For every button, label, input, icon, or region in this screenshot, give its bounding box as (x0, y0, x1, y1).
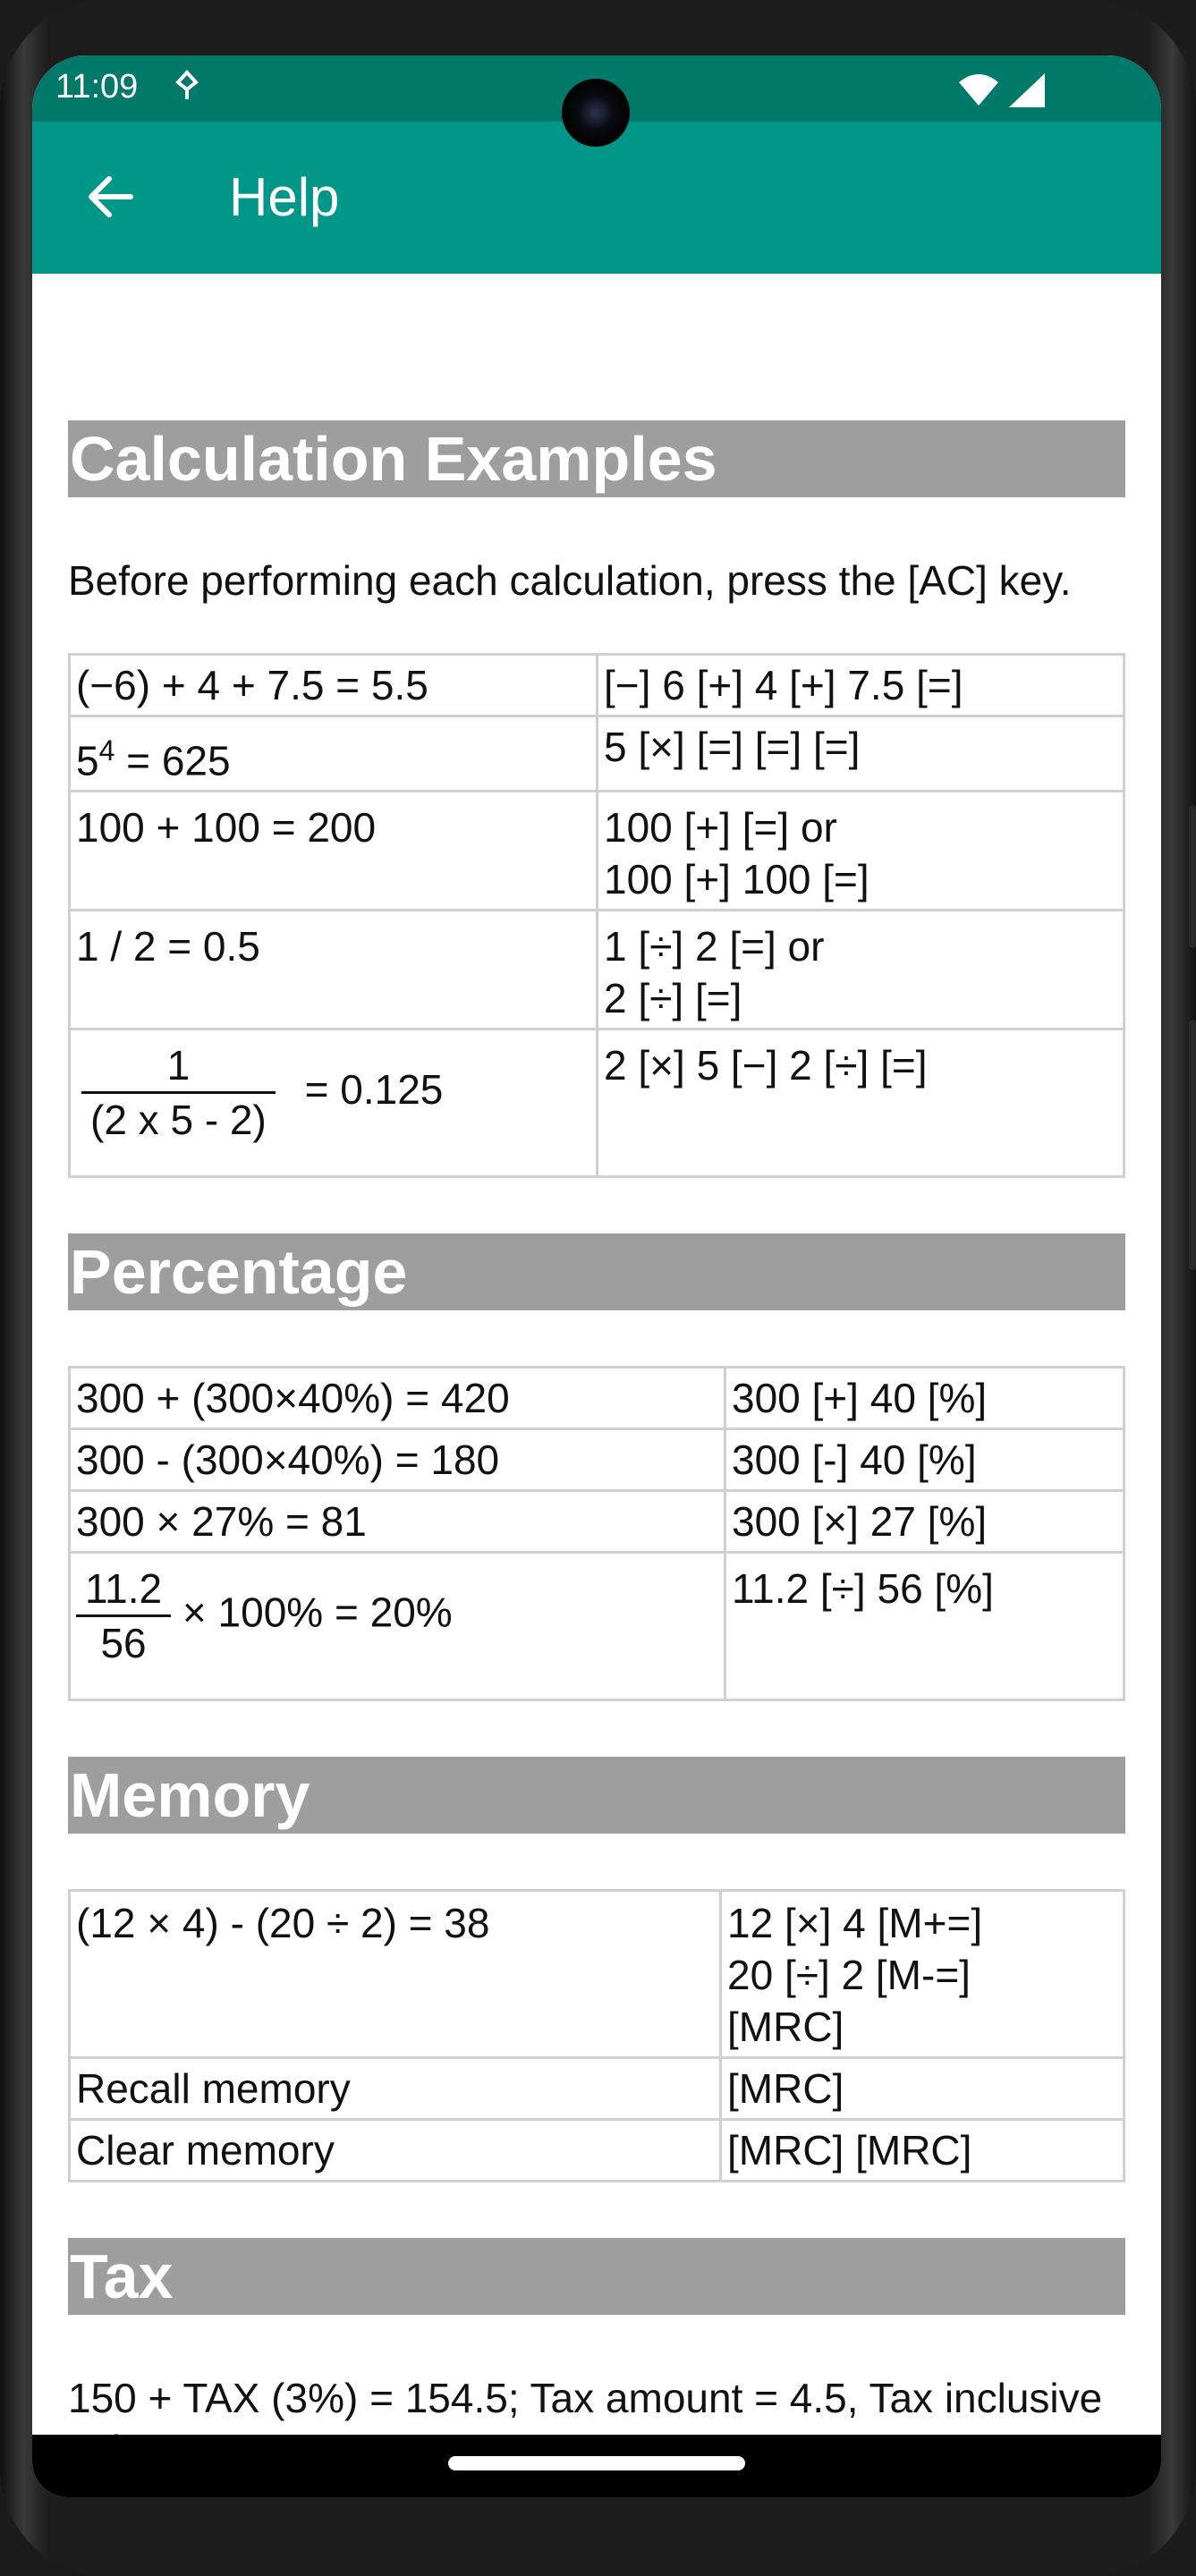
power-button (1189, 805, 1196, 948)
key-sequence-cell: 300 [+] 40 [%] (725, 1368, 1124, 1429)
expression-cell (70, 716, 598, 792)
table-row (70, 655, 1124, 716)
key-sequence-line: 1 [÷] 2 [=] or (604, 923, 825, 970)
volume-button (1189, 1020, 1196, 1270)
key-sequence-cell: [MRC] [MRC] (721, 2120, 1124, 2182)
back-arrow-icon[interactable] (82, 168, 140, 225)
notification-icon (174, 70, 200, 102)
home-gesture-handle[interactable] (448, 2456, 745, 2470)
key-sequence-cell: 11.2 [÷] 56 [%] (725, 1553, 1124, 1700)
tax-example-text: 150 + TAX (3%) = 154.5; Tax amount = 4.5, Tax inclusive (68, 2375, 1103, 2422)
section-heading-calculation-examples: Calculation Examples (68, 420, 1125, 497)
fraction-numerator: 1 (81, 1039, 276, 1094)
key-sequence-line: 12 [×] 4 [M+=] (727, 1900, 983, 1947)
expression-result: × 100% = 20% (182, 1589, 453, 1636)
table-row (70, 911, 1124, 1030)
expression-result: = 0.125 (304, 1065, 444, 1113)
table-row (70, 1368, 1124, 1429)
expression-cell: 300 - (300×40%) = 180 (70, 1429, 725, 1491)
key-sequence-cell: 5 [×] [=] [=] [=] (598, 716, 1124, 792)
table-row (70, 716, 1124, 792)
key-sequence-cell: [−] 6 [+] 4 [+] 7.5 [=] (598, 655, 1124, 716)
key-sequence-line: 2 [÷] [=] (604, 975, 742, 1022)
key-sequence-cell (598, 911, 1124, 1030)
wifi-icon (957, 72, 1000, 107)
expression-cell: Recall memory (70, 2058, 721, 2120)
key-sequence-line: 100 [+] [=] or (604, 804, 837, 852)
fraction (81, 1039, 276, 1146)
key-sequence-line: 100 [+] 100 [=] (604, 856, 869, 903)
screen (32, 55, 1161, 2497)
key-sequence-cell (598, 792, 1124, 911)
table-row (70, 2058, 1124, 2120)
expression-cell: (−6) + 4 + 7.5 = 5.5 (70, 655, 598, 716)
section-heading-percentage: Percentage (68, 1233, 1125, 1310)
expression-cell: (12 × 4) - (20 ÷ 2) = 38 (70, 1891, 721, 2058)
section-heading-tax: Tax (68, 2238, 1125, 2315)
table-row (70, 1891, 1124, 2058)
key-sequence-line: 20 [÷] 2 [M-=] (727, 1952, 971, 1999)
expression-exponent: 4 (98, 734, 115, 767)
expression-cell: Clear memory (70, 2120, 721, 2182)
camera-cutout (562, 79, 630, 147)
expression-cell (70, 1030, 598, 1177)
table-row (70, 1491, 1124, 1553)
key-sequence-cell: 300 [-] 40 [%] (725, 1429, 1124, 1491)
calculation-intro-text: Before performing each calculation, press the [AC] key. (68, 557, 1072, 604)
key-sequence-cell: 300 [×] 27 [%] (725, 1491, 1124, 1553)
help-content (68, 274, 1125, 2497)
table-row (70, 792, 1124, 911)
key-sequence-cell: [MRC] (721, 2058, 1124, 2120)
key-sequence-cell (721, 1891, 1124, 2058)
expression-base: 5 (76, 737, 99, 784)
expression-cell: 1 / 2 = 0.5 (70, 911, 598, 1030)
expression-cell: 300 + (300×40%) = 420 (70, 1368, 725, 1429)
table-row (70, 1553, 1124, 1700)
fraction-denominator: (2 x 5 - 2) (90, 1097, 267, 1144)
page-title: Help (229, 167, 340, 227)
percentage-table (68, 1366, 1125, 1701)
table-row (70, 1030, 1124, 1177)
expression-cell (70, 1553, 725, 1700)
calculation-examples-table (68, 653, 1125, 1178)
table-row (70, 1429, 1124, 1491)
signal-icon (1007, 72, 1047, 109)
section-heading-memory: Memory (68, 1757, 1125, 1834)
fraction-denominator: 56 (100, 1620, 147, 1667)
fraction (76, 1563, 171, 1669)
fraction-numerator: 11.2 (76, 1563, 171, 1617)
expression-cell: 100 + 100 = 200 (70, 792, 598, 911)
memory-table (68, 1889, 1125, 2182)
key-sequence-cell: 2 [×] 5 [−] 2 [÷] [=] (598, 1030, 1124, 1177)
expression-result: = 625 (115, 737, 231, 784)
navigation-bar (32, 2435, 1161, 2497)
expression-cell: 300 × 27% = 81 (70, 1491, 725, 1553)
table-row (70, 2120, 1124, 2182)
status-time: 11:09 (55, 68, 139, 106)
key-sequence-line: [MRC] (727, 2004, 844, 2051)
